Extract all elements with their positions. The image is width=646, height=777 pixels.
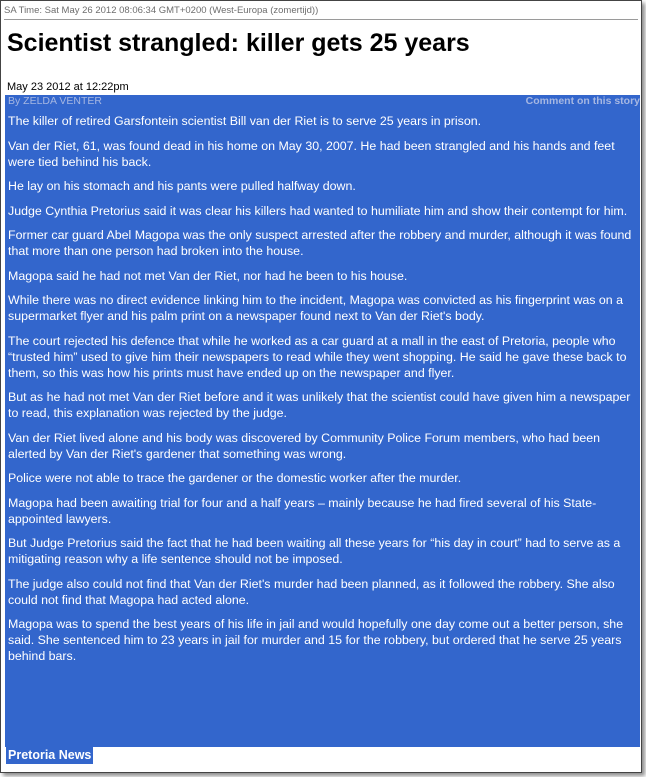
paragraph: Van der Riet, 61, was found dead in his home on May 30, 2007. He had been strangled and his hands and feet were tied behind his back. <box>8 138 615 169</box>
paragraph: The killer of retired Garsfontein scientist Bill van der Riet is to serve 25 years in prison. <box>8 114 482 128</box>
paragraphs <box>5 109 640 664</box>
paragraph: Magopa said he had not met Van der Riet, nor had he been to his house. <box>8 268 408 283</box>
paragraph: Police were not able to trace the gardener or the domestic worker after the murder. <box>8 471 462 485</box>
byline-row <box>5 95 640 109</box>
paragraph: He lay on his stomach and his pants were pulled halfway down. <box>8 179 356 193</box>
byline: By ZELDA VENTER <box>8 95 102 107</box>
article-body <box>5 95 640 747</box>
dateline: May 23 2012 at 12:22pm <box>7 81 129 93</box>
paragraph: Magopa had been awaiting trial for four and a half years – mainly because he had fired several of his State-appointed lawyers. <box>8 495 597 526</box>
comment-on-story-link[interactable]: Comment on this story <box>525 95 640 107</box>
paragraph: Magopa was to spend the best years of his life in jail and would hopefully one day come out a better person, she said. She sentenced him to 23 years in jail for murder and 15 for the robbery, but ordered that he serve 25 years behind bars. <box>8 617 624 663</box>
paragraph: But as he had not met Van der Riet before and it was unlikely that the scientist could have given him a newspaper to read, this explanation was rejected by the judge. <box>8 390 631 420</box>
source-credit: Pretoria News <box>8 748 92 762</box>
paragraph: But Judge Pretorius said the fact that he had been waiting all these years for “his day in court” had to serve as a mitigating reason why a life sentence should not be imposed. <box>8 536 621 566</box>
headline: Scientist strangled: killer gets 25 years <box>7 29 470 57</box>
paragraph: Judge Cynthia Pretorius said it was clear his killers had wanted to humiliate him and show their contempt for him. <box>8 203 628 218</box>
paragraph: The court rejected his defence that while he worked as a car guard at a mall in the east of Pretoria, people who “trusted him” used to give him their newspapers to read while they went shopping. He said he gave these back to them, so this was how his prints must have ended up on the newspaper and flyer. <box>8 333 627 380</box>
sa-time-stamp: SA Time: Sat May 26 2012 08:06:34 GMT+0200 (West-Europa (zomertijd)) <box>4 5 319 16</box>
divider <box>4 19 638 20</box>
paragraph: Van der Riet lived alone and his body was discovered by Community Police Forum members, who had been alerted by Van der Riet's gardener that something was wrong. <box>8 430 601 461</box>
paragraph: While there was no direct evidence linking him to the incident, Magopa was convicted as his fingerprint was on a supermarket flyer and his palm print on a newspaper found next to Van der Riet's body. <box>8 293 624 323</box>
paragraph: The judge also could not find that Van der Riet's murder had been planned, as it followed the robbery. She also could not find that Magopa had acted alone. <box>8 576 615 607</box>
paragraph: Former car guard Abel Magopa was the only suspect arrested after the robbery and murder, although it was found that more than one person had broken into the house. <box>8 228 632 258</box>
